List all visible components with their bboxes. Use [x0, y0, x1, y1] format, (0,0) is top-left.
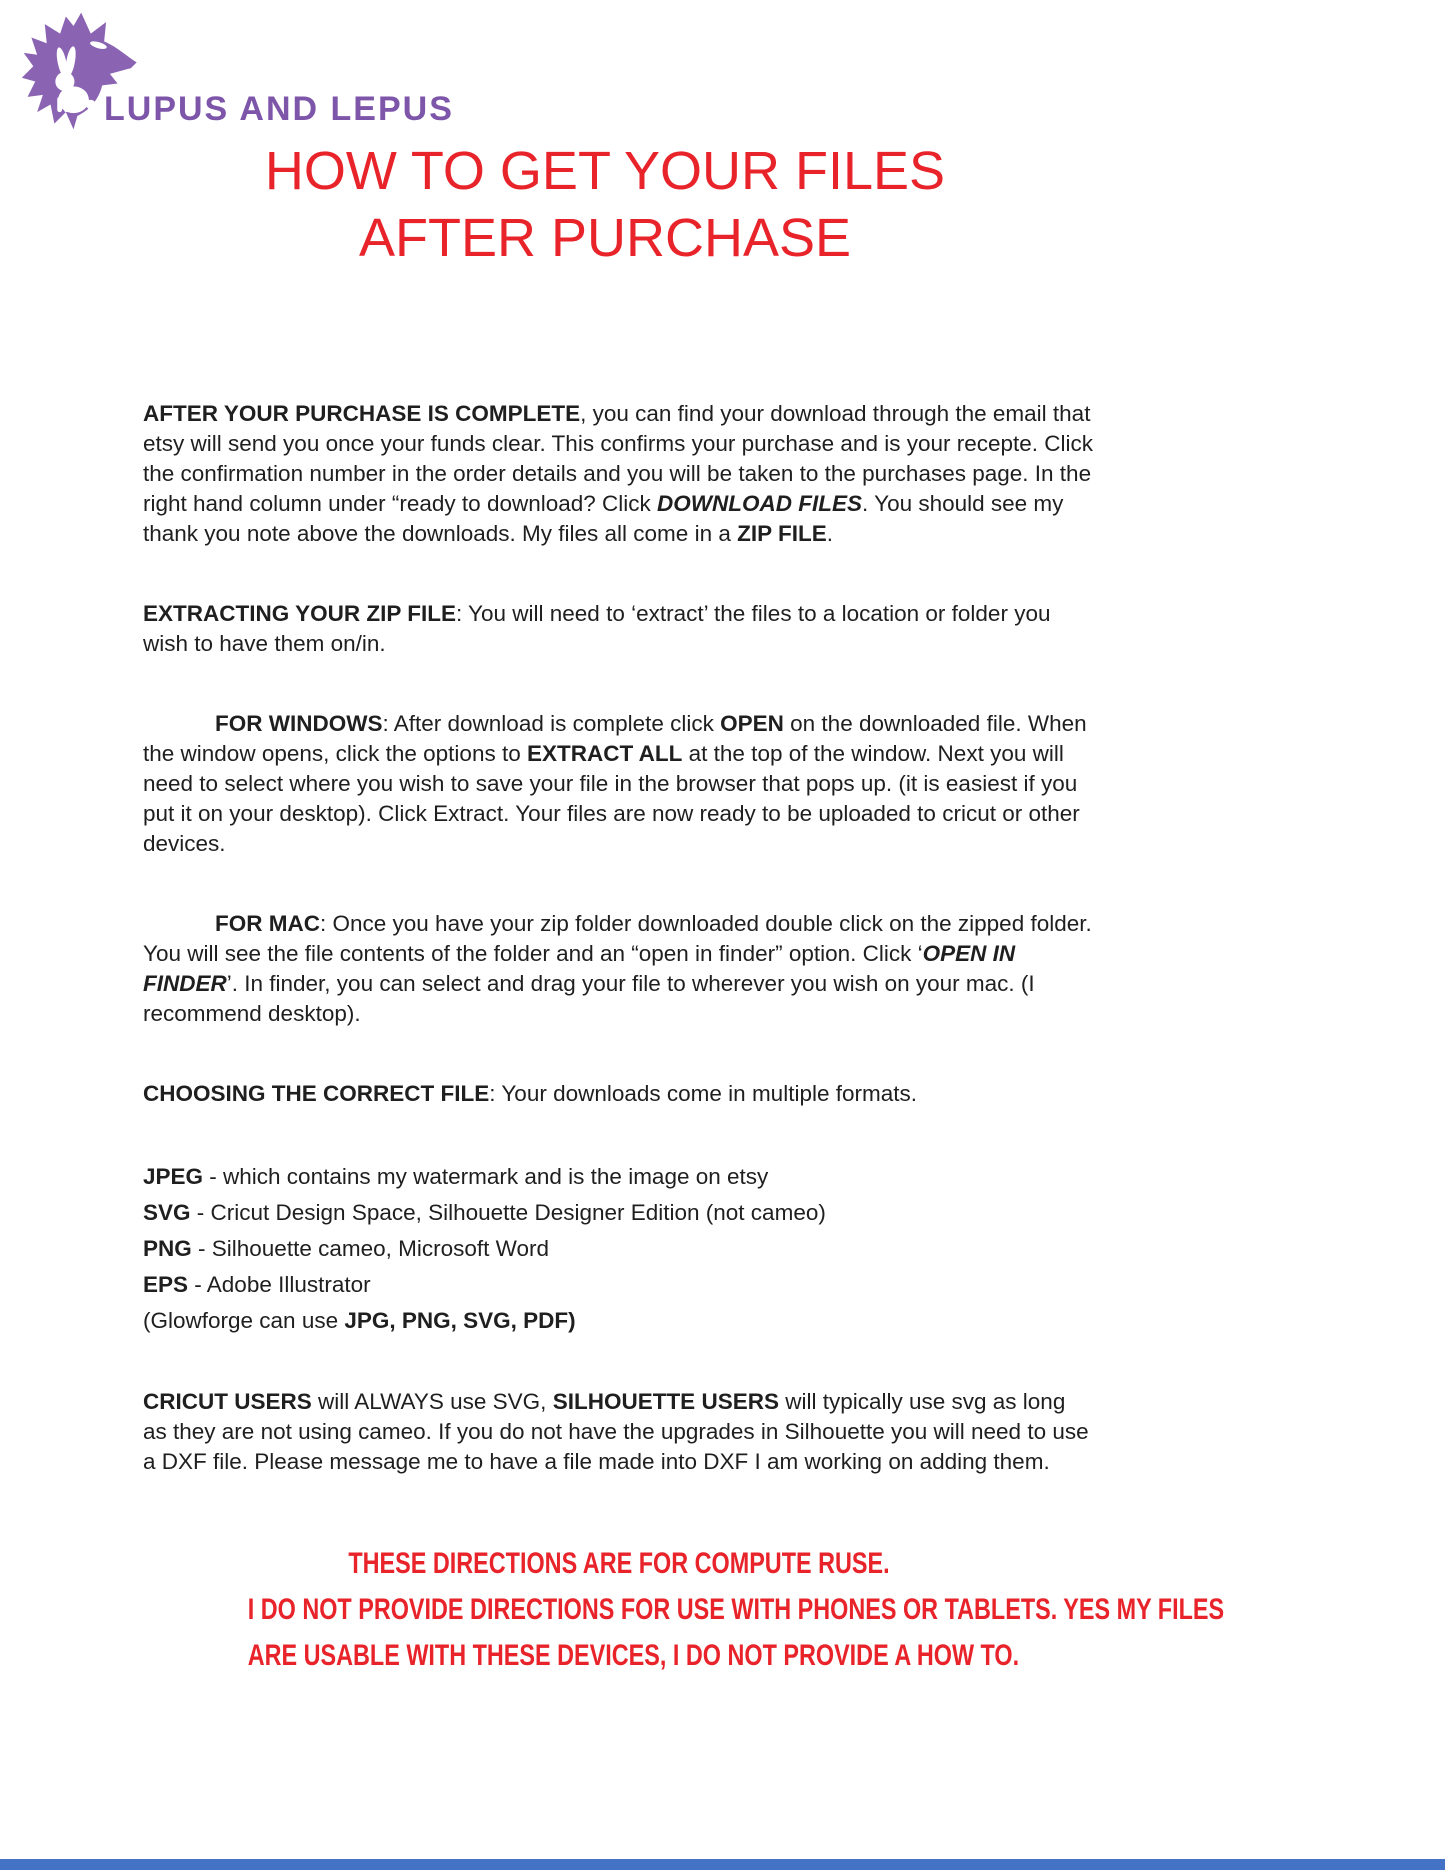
paragraph-extracting-zip: EXTRACTING YOUR ZIP FILE: You will need to ‘extract’ the files to a location or folder you wish to have them on/in.: [143, 601, 1051, 656]
document-body: [143, 399, 1225, 1679]
title-line-1: HOW TO GET YOUR FILES: [264, 141, 946, 201]
logo: [18, 8, 498, 140]
title-line-2: AFTER PURCHASE: [358, 208, 852, 268]
format-list: [143, 1159, 1095, 1339]
paragraph-for-mac: FOR MAC: Once you have your zip folder downloaded double click on the zipped folder. You will see the file contents of the folder and an “open in finder” option. Click ‘OPEN IN FINDER’. In finder, you can select and drag your file to wherever you wish on your mac. (I recommend desktop).: [143, 911, 1092, 1026]
paragraph-after-purchase: AFTER YOUR PURCHASE IS COMPLETE, you can find your download through the email that etsy will send you once your funds clear. This confirms your purchase and is your recepte. Click the confirmation number in the order details and you will be taken to the purchases page. In the right hand column under “ready to download? Click DOWNLOAD FILES. You should see my thank you note above the downloads. My files all come in a ZIP FILE.: [143, 401, 1094, 546]
format-item-glowforge: (Glowforge can use JPG, PNG, SVG, PDF): [143, 1308, 576, 1333]
notice-line-2: I DO NOT PROVIDE DIRECTIONS FOR USE WITH PHONES OR TABLETS. YES MY FILES: [247, 1593, 1225, 1626]
format-item-svg: SVG - Cricut Design Space, Silhouette Designer Edition (not cameo): [143, 1200, 826, 1225]
format-item-png: PNG - Silhouette cameo, Microsoft Word: [143, 1236, 549, 1261]
notice-line-3: ARE USABLE WITH THESE DEVICES, I DO NOT PROVIDE A HOW TO.: [247, 1639, 1020, 1672]
footer-accent-bar: [0, 1859, 1445, 1870]
page-title: [0, 138, 1210, 272]
brand-name: LUPUS AND LEPUS: [104, 90, 454, 128]
notice-line-1: THESE DIRECTIONS ARE FOR COMPUTE RUSE.: [348, 1547, 890, 1580]
paragraph-choosing-file: CHOOSING THE CORRECT FILE: Your downloads come in multiple formats.: [143, 1081, 917, 1106]
format-item-eps: EPS - Adobe Illustrator: [143, 1272, 371, 1297]
device-notice: [247, 1541, 1225, 1679]
paragraph-for-windows: FOR WINDOWS: After download is complete click OPEN on the downloaded file. When the window opens, click the options to EXTRACT ALL at the top of the window. Next you will need to select where you wish to save your file in the browser that pops up. (it is easiest if you put it on your desktop). Click Extract. Your files are now ready to be uploaded to cricut or other devices.: [143, 711, 1087, 856]
paragraph-cricut-users: CRICUT USERS will ALWAYS use SVG, SILHOUETTE USERS will typically use svg as long as they are not using cameo. If you do not have the upgrades in Silhouette you will need to use a DXF file. Please message me to have a file made into DXF I am working on adding them.: [143, 1389, 1089, 1474]
format-item-jpeg: JPEG - which contains my watermark and is the image on etsy: [143, 1164, 769, 1189]
